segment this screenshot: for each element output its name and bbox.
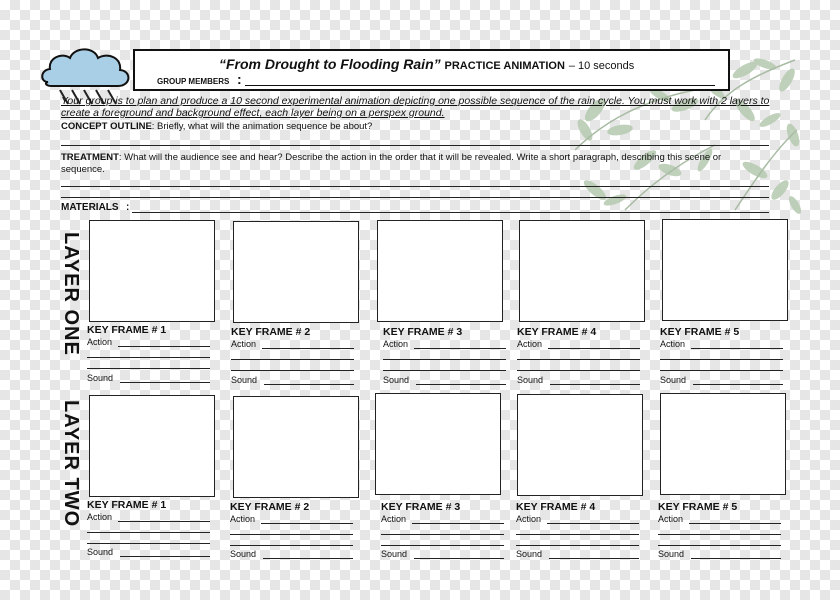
group-members-colon: : bbox=[237, 71, 242, 87]
action-line[interactable] bbox=[118, 346, 210, 347]
action-line[interactable] bbox=[381, 534, 504, 535]
action-line[interactable] bbox=[231, 359, 354, 360]
action-line[interactable] bbox=[658, 545, 781, 546]
group-members-field[interactable] bbox=[245, 85, 715, 86]
key-frame-box[interactable] bbox=[662, 219, 788, 321]
sound-label: Sound bbox=[516, 549, 543, 559]
action-label: Action bbox=[517, 339, 543, 349]
sound-label: Sound bbox=[660, 375, 687, 385]
sound-label: Sound bbox=[517, 375, 544, 385]
sound-line[interactable] bbox=[264, 384, 354, 385]
action-line[interactable] bbox=[261, 523, 353, 524]
key-frame-box[interactable] bbox=[519, 220, 645, 322]
treatment-prompt: : What will the audience see and hear? Describe the action in the order that it will be revealed. Write a short paragraph, describing this scene or sequence. bbox=[61, 152, 722, 175]
action-label: Action bbox=[516, 514, 542, 524]
sound-line[interactable] bbox=[549, 558, 639, 559]
key-frame-label: KEY FRAME # 1 bbox=[87, 499, 167, 511]
sound-label: Sound bbox=[87, 547, 114, 557]
action-line[interactable] bbox=[230, 534, 353, 535]
action-label: Action bbox=[87, 337, 113, 347]
sound-line[interactable] bbox=[416, 384, 506, 385]
sound-line[interactable] bbox=[691, 558, 781, 559]
treatment-answer-line[interactable] bbox=[61, 186, 769, 187]
action-line[interactable] bbox=[516, 545, 639, 546]
key-frame-box[interactable] bbox=[375, 393, 501, 495]
key-frame-label: KEY FRAME # 4 bbox=[516, 501, 596, 513]
action-line[interactable] bbox=[118, 521, 210, 522]
key-frame-label: KEY FRAME # 3 bbox=[381, 501, 461, 513]
action-line[interactable] bbox=[87, 532, 210, 533]
intro-text: Your group is to plan and produce a 10 second experimental animation depicting one possible sequence of the rain cycle. You must work with 2 layers to create a foreground and background effect, each layer being on a perspex ground. bbox=[61, 95, 770, 119]
concept-prompt: : Briefly, what will the animation sequence be about? bbox=[151, 121, 373, 132]
action-label: Action bbox=[660, 339, 686, 349]
sound-label: Sound bbox=[230, 549, 257, 559]
action-label: Action bbox=[383, 339, 409, 349]
sound-line[interactable] bbox=[120, 556, 210, 557]
page-title bbox=[219, 56, 634, 72]
action-label: Action bbox=[658, 514, 684, 524]
title-sub: PRACTICE ANIMATION bbox=[444, 60, 565, 72]
key-frame-box[interactable] bbox=[660, 393, 786, 495]
key-frame-label: KEY FRAME # 2 bbox=[231, 326, 311, 338]
action-label: Action bbox=[381, 514, 407, 524]
title-box bbox=[133, 49, 730, 91]
action-line[interactable] bbox=[517, 359, 640, 360]
sound-label: Sound bbox=[381, 549, 408, 559]
action-line[interactable] bbox=[691, 348, 783, 349]
key-frame-box[interactable] bbox=[89, 220, 215, 322]
sound-line[interactable] bbox=[120, 382, 210, 383]
action-label: Action bbox=[230, 514, 256, 524]
key-frame-label: KEY FRAME # 3 bbox=[383, 326, 463, 338]
action-line[interactable] bbox=[414, 348, 506, 349]
key-frame-box[interactable] bbox=[377, 220, 503, 322]
action-line[interactable] bbox=[87, 543, 210, 544]
title-main: “From Drought to Flooding Rain” bbox=[219, 56, 441, 72]
title-duration: – 10 seconds bbox=[568, 60, 635, 72]
group-members-label: GROUP MEMBERS bbox=[157, 77, 230, 86]
sound-line[interactable] bbox=[693, 384, 783, 385]
key-frame-label: KEY FRAME # 5 bbox=[660, 326, 740, 338]
action-line[interactable] bbox=[660, 359, 783, 360]
layer-one-title: LAYER ONE bbox=[60, 232, 82, 356]
action-label: Action bbox=[231, 339, 257, 349]
key-frame-label: KEY FRAME # 5 bbox=[658, 501, 738, 513]
action-line[interactable] bbox=[231, 370, 354, 371]
sound-label: Sound bbox=[383, 375, 410, 385]
materials-answer-line[interactable] bbox=[132, 212, 769, 213]
action-line[interactable] bbox=[381, 545, 504, 546]
action-line[interactable] bbox=[658, 534, 781, 535]
key-frame-box[interactable] bbox=[233, 396, 359, 498]
sound-line[interactable] bbox=[414, 558, 504, 559]
concept-answer-line[interactable] bbox=[61, 145, 769, 146]
key-frame-label: KEY FRAME # 4 bbox=[517, 326, 597, 338]
action-line[interactable] bbox=[87, 368, 210, 369]
sound-label: Sound bbox=[87, 373, 114, 383]
key-frame-label: KEY FRAME # 2 bbox=[230, 501, 310, 513]
materials-colon: : bbox=[126, 202, 130, 213]
action-line[interactable] bbox=[516, 534, 639, 535]
materials-label: MATERIALS bbox=[61, 202, 119, 213]
treatment bbox=[61, 152, 751, 176]
sound-label: Sound bbox=[658, 549, 685, 559]
action-line[interactable] bbox=[87, 357, 210, 358]
action-label: Action bbox=[87, 512, 113, 522]
action-line[interactable] bbox=[383, 370, 506, 371]
sound-label: Sound bbox=[231, 375, 258, 385]
key-frame-box[interactable] bbox=[517, 394, 643, 496]
sound-line[interactable] bbox=[550, 384, 640, 385]
key-frame-box[interactable] bbox=[89, 395, 215, 497]
action-line[interactable] bbox=[383, 359, 506, 360]
treatment-answer-line[interactable] bbox=[61, 197, 769, 198]
sound-line[interactable] bbox=[263, 558, 353, 559]
key-frame-label: KEY FRAME # 1 bbox=[87, 324, 167, 336]
concept-outline bbox=[61, 121, 372, 132]
action-line[interactable] bbox=[230, 545, 353, 546]
layer-two-title: LAYER TWO bbox=[60, 400, 82, 528]
treatment-label: TREATMENT bbox=[61, 152, 119, 163]
action-line[interactable] bbox=[262, 348, 354, 349]
action-line[interactable] bbox=[548, 348, 640, 349]
action-line[interactable] bbox=[547, 523, 639, 524]
action-line[interactable] bbox=[517, 370, 640, 371]
action-line[interactable] bbox=[412, 523, 504, 524]
concept-label: CONCEPT OUTLINE bbox=[61, 121, 152, 132]
action-line[interactable] bbox=[689, 523, 781, 524]
key-frame-box[interactable] bbox=[233, 221, 359, 323]
action-line[interactable] bbox=[660, 370, 783, 371]
